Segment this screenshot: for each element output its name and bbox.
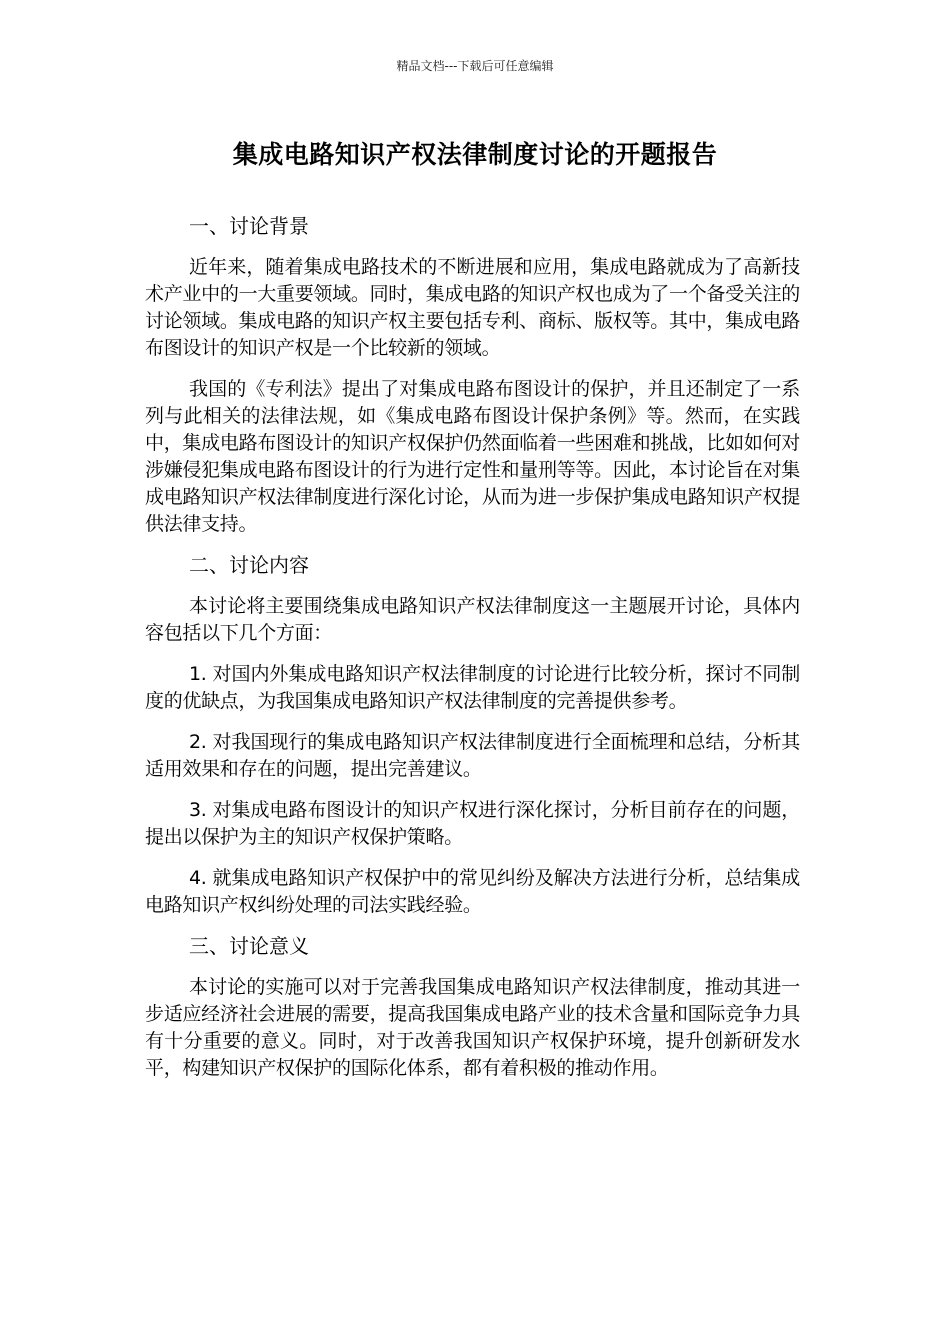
document-body — [145, 213, 800, 1096]
paragraph: 近年来，随着集成电路技术的不断进展和应用，集成电路就成为了高新技术产业中的一大重要领域。同时，集成电路的知识产权也成为了一个备受关注的讨论领域。集成电路的知识产权主要包括专利、商标、版权等。其中，集成电路布图设计的知识产权是一个比较新的领域。 — [145, 256, 800, 359]
list-item: 3. 对集成电路布图设计的知识产权进行深化探讨，分析目前存在的问题，提出以保护为主的知识产权保护策略。 — [145, 799, 800, 848]
section-content — [145, 552, 800, 919]
list-item: 1. 对国内外集成电路知识产权法律制度的讨论进行比较分析，探讨不同制度的优缺点，为我国集成电路知识产权法律制度的完善提供参考。 — [145, 663, 800, 712]
section-heading: 一、讨论背景 — [189, 214, 309, 238]
header-note: 精品文档---下载后可任意编辑 — [396, 59, 554, 73]
paragraph: 本讨论的实施可以对于完善我国集成电路知识产权法律制度，推动其进一步适应经济社会进展的需要，提高我国集成电路产业的技术含量和国际竞争力具有十分重要的意义。同时，对于改善我国知识产权保护环境，提升创新研发水平，构建知识产权保护的国际化体系，都有着积极的推动作用。 — [145, 976, 800, 1079]
section-heading: 三、讨论意义 — [189, 934, 309, 958]
paragraph: 我国的《专利法》提出了对集成电路布图设计的保护，并且还制定了一系列与此相关的法律法规，如《集成电路布图设计保护条例》等。然而，在实践中，集成电路布图设计的知识产权保护仍然面临着一些困难和挑战，比如如何对涉嫌侵犯集成电路布图设计的行为进行定性和量刑等等。因此，本讨论旨在对集成电路知识产权法律制度进行深化讨论，从而为进一步保护集成电路知识产权提供法律支持。 — [145, 378, 800, 535]
section-background — [145, 213, 800, 538]
document-title: 集成电路知识产权法律制度讨论的开题报告 — [232, 140, 718, 169]
section-heading: 二、讨论内容 — [189, 553, 309, 577]
section-significance — [145, 933, 800, 1082]
list-item: 2. 对我国现行的集成电路知识产权法律制度进行全面梳理和总结，分析其适用效果和存在的问题，提出完善建议。 — [145, 731, 800, 780]
paragraph: 本讨论将主要围绕集成电路知识产权法律制度这一主题展开讨论，具体内容包括以下几个方面： — [145, 595, 800, 644]
list-item: 4. 就集成电路知识产权保护中的常见纠纷及解决方法进行分析，总结集成电路知识产权纠纷处理的司法实践经验。 — [145, 867, 800, 916]
